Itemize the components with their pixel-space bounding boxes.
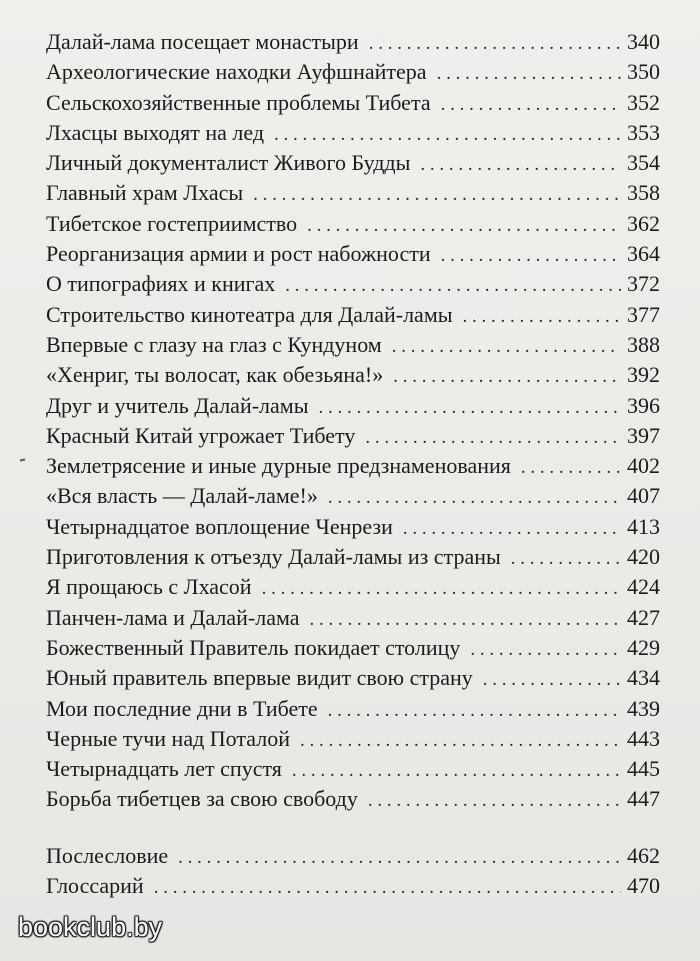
dot-leader [262,574,621,604]
section-gap [46,815,660,841]
toc-entry [46,542,660,572]
dot-leader [253,180,621,210]
dot-leader [300,726,621,756]
toc-entry-page: 407 [627,483,660,509]
toc-entry-title: Красный Китай угрожает Тибету [46,422,356,448]
toc-entry-page: 364 [627,241,660,267]
toc-entry-title: О типографиях и книгах [46,271,276,297]
toc-entry [46,88,660,118]
toc-entry-page: 434 [627,665,660,691]
toc-entry-page: 397 [627,422,660,448]
toc-entry [46,360,660,390]
toc-entry [46,330,660,360]
toc-entry-title: «Вся власть — Далай-ламе!» [46,483,318,509]
dot-leader [307,211,621,241]
toc-entry-title: «Хенриг, ты волосат, как обезьяна!» [46,362,384,388]
toc-entry [46,421,660,451]
dot-leader [292,756,621,786]
stray-ink-mark [20,458,25,461]
dot-leader [285,271,621,301]
toc-entry [46,512,660,542]
toc-entry-page: 413 [627,513,660,539]
toc-entry-title: Личный документалист Живого Будды [46,150,411,176]
toc-entry [46,239,660,269]
toc-entry [46,209,660,239]
dot-leader [178,843,621,873]
toc-entry-page: 420 [627,544,660,570]
dot-leader [328,483,621,513]
toc-entry [46,178,660,208]
dot-leader [365,423,621,453]
toc-entry-title: Божественный Правитель покидает столицу [46,634,461,660]
dot-leader [393,362,621,392]
toc-entry-page: 429 [627,634,660,660]
toc-entry-title: Глоссарий [46,873,144,899]
toc-entry-page: 427 [627,604,660,630]
toc-entry-page: 353 [627,119,660,145]
toc-entry-title: Археологические находки Ауфшнайтера [46,59,427,85]
toc-entry-page: 350 [627,59,660,85]
toc-entry-title: Строительство кинотеатра для Далай-ламы [46,301,453,327]
toc-entry-title: Тибетское гостеприимство [46,210,298,236]
toc-entry-page: 372 [627,271,660,297]
dot-leader [463,302,621,332]
toc-entry [46,451,660,481]
toc-entry-title: Четырнадцатое воплощение Ченрези [46,513,393,539]
toc-entry [46,148,660,178]
toc-entry-page: 354 [627,150,660,176]
toc-entry [46,784,660,814]
toc-entry-title: Черные тучи над Поталой [46,725,290,751]
dot-leader [319,393,622,423]
toc-entry [46,572,660,602]
toc-entry [46,663,660,693]
dot-leader [392,332,621,362]
toc-entry-title: Четырнадцать лет спустя [46,756,282,782]
toc-entry-page: 447 [627,786,660,812]
dot-leader [403,514,621,544]
toc-entry-page: 352 [627,89,660,115]
toc-entry [46,724,660,754]
toc-back-matter-entry [46,871,660,901]
toc-entry [46,391,660,421]
dot-leader [441,241,621,271]
dot-leader [483,665,621,695]
dot-leader [437,59,621,89]
toc-entry [46,27,660,57]
toc-entry [46,118,660,148]
toc-entry-title: Юный правитель впервые видит свою страну [46,665,473,691]
dot-leader [470,635,621,665]
toc-entry-title: Приготовления к отъезду Далай-ламы из страны [46,544,501,570]
dot-leader [274,120,621,150]
toc-entry-title: Лхасцы выходят на лед [46,119,265,145]
dot-leader [310,605,622,635]
toc-entry [46,633,660,663]
toc-entry-title: Реорганизация армии и рост набожности [46,241,431,267]
toc-entry-page: 445 [627,756,660,782]
toc-back-matter-entry [46,841,660,871]
toc-entry-title: Я прощаюсь с Лхасой [46,574,252,600]
toc-entry-title: Впервые с глазу на глаз с Кундуном [46,331,382,357]
dot-leader [368,786,621,816]
toc-entry-title: Друг и учитель Далай-ламы [46,392,309,418]
toc-entry [46,481,660,511]
dot-leader [154,873,621,903]
toc-entry-title: Далай-лама посещает монастыри [46,29,359,54]
watermark-logo: bookclub.by [18,912,163,942]
toc-entry-page: 358 [627,180,660,206]
dot-leader [521,453,621,483]
toc-entry [46,269,660,299]
toc-entry-page: 424 [627,574,660,600]
dot-leader [441,90,621,120]
toc-entry-page: 443 [627,725,660,751]
toc-entry [46,300,660,330]
toc-entry [46,694,660,724]
toc-entry [46,603,660,633]
dot-leader [328,696,621,726]
toc-entry-page: 340 [627,29,660,54]
toc-entry-page: 362 [627,210,660,236]
toc-entry-page: 388 [627,331,660,357]
table-of-contents [46,27,660,901]
dot-leader [369,29,621,59]
toc-entry-page: 377 [627,301,660,327]
toc-entry-title: Борьба тибетцев за свою свободу [46,786,358,812]
toc-entry-page: 402 [627,453,660,479]
toc-entry-page: 392 [627,362,660,388]
toc-entry-title: Сельскохозяйственные проблемы Тибета [46,89,431,115]
toc-entry [46,57,660,87]
dot-leader [511,544,621,574]
dot-leader [420,150,621,180]
toc-entry-title: Панчен-лама и Далай-лама [46,604,300,630]
toc-entry-title: Землетрясение и иные дурные предзнаменования [46,453,511,479]
toc-entry-page: 462 [627,842,660,868]
toc-entry-title: Главный храм Лхасы [46,180,244,206]
toc-entry [46,754,660,784]
toc-entry-title: Послесловие [46,842,169,868]
toc-entry-page: 470 [627,873,660,899]
toc-entry-title: Мои последние дни в Тибете [46,695,318,721]
toc-entry-page: 396 [627,392,660,418]
toc-entry-page: 439 [627,695,660,721]
